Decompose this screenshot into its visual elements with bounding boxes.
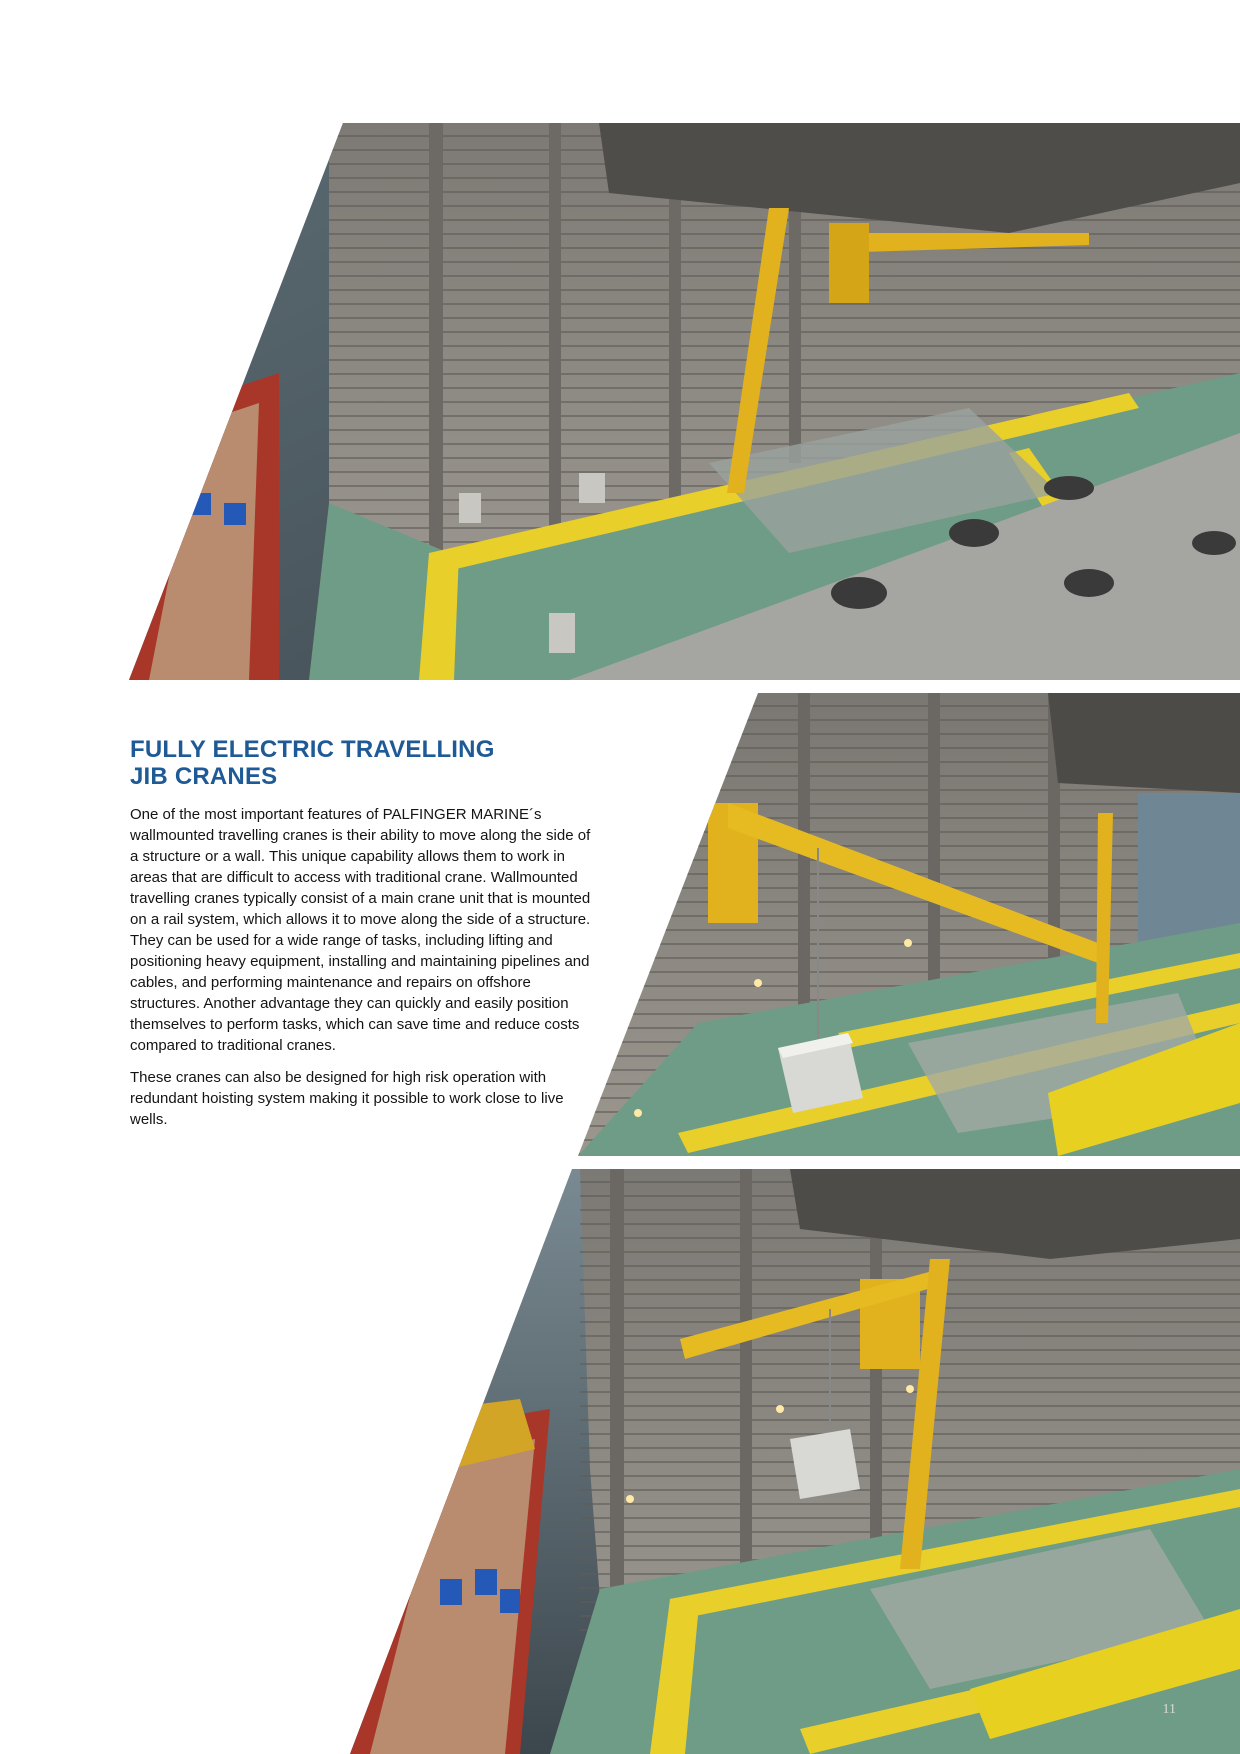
article-paragraph-2: These cranes can also be designed for high risk operation with redundant hoisting system making it possible to work close to live wells. xyxy=(130,1069,564,1128)
supply-vessel xyxy=(129,373,279,680)
photo-crane-lifting-container xyxy=(578,693,1240,1156)
article-heading-line2: JIB CRANES xyxy=(130,763,278,790)
article-paragraph-1: One of the most important features of PALFINGER MARINE´s wallmounted travelling cranes is their ability to move along the side of a structure or a wall. This unique capability allows them to work in areas that are difficult to access with traditional crane. Wallmounted travelling cranes typically consist of a main crane unit that is mounted on a rail system, which allows it to move along the side of a structure. They can be used for a wide range of tasks, including lifting and positioning heavy equipment, installing and maintaining pipelines and cables, and performing maintenance and repairs on offshore structures. Another advantage they can quickly and easily position themselves to perform tasks, which can save time and reduce costs compared to traditional cranes. xyxy=(130,806,591,1054)
photo-platform-deck-with-vessel xyxy=(129,123,1240,680)
photo-platform-side-with-vessel xyxy=(350,1169,1240,1754)
page-number: 11 xyxy=(1162,1702,1176,1717)
article-text-block xyxy=(130,736,600,1141)
supply-vessel-lower xyxy=(350,1399,550,1754)
article-heading-line1: FULLY ELECTRIC TRAVELLING xyxy=(130,736,495,763)
article-heading xyxy=(130,736,600,790)
